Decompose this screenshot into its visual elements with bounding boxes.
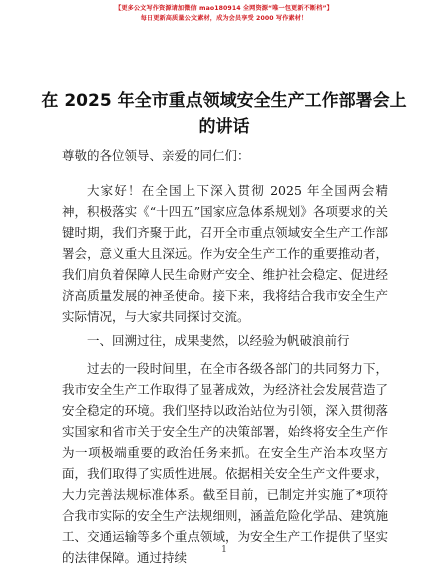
- promo-banner-line-1: 【更多公文写作资源请加微信 mao180914 全网资源“唯一包更新不断档”】: [115, 5, 333, 12]
- paragraph-section-1: 过去的一段时间里，在全市各级各部门的共同努力下，我市安全生产工作取得了显著成效，为经济社会发展营造了安全稳定的环境。我们坚持以政治站位为引领，深入贯彻落实国家和省市关于安全生产的决策部署，始终将安全生产作为一项极端重要的政治任务来抓。在安全生产治本攻坚方面，我们取得了实质性进展。依据相关安全生产文件要求，大力完善法规标准体系。截至目前，已制定并实施了*项符合我市实际的安全生产法规细则，涵盖危险化学品、建筑施工、交通运输等多个重点领域，为安全生产工作提供了坚实的法律保障。通过持续: [62, 361, 388, 565]
- page-number: 1: [221, 545, 227, 555]
- section-heading-1: 一、回溯过往，成果斐然，以经验为帆破浪前行: [87, 333, 350, 348]
- promo-banner-line-2: 每日更新高质量公文素材，成为会员享受 2000 写作素材！: [140, 15, 308, 22]
- paragraph-opening: 大家好！在全国上下深入贯彻 2025 年全国两会精神，积极落实《“十四五”国家应急体系规划》各项要求的关键时期，我们齐聚于此，召开全市重点领域安全生产工作部署会，意义重大且深远。作为安全生产工作的重要推动者，我们肩负着保障人民生命财产安全、维护社会稳定、促进经济高质量发展的神圣使命。接下来，我将结合我市安全生产实际情况，与大家共同探讨交流。: [62, 183, 388, 324]
- document-title: 在 2025 年全市重点领域安全生产工作部署会上的讲话: [41, 91, 407, 137]
- promo-banner: [0, 4, 448, 24]
- salutation: 尊敬的各位领导、亲爱的同仁们：: [62, 148, 250, 163]
